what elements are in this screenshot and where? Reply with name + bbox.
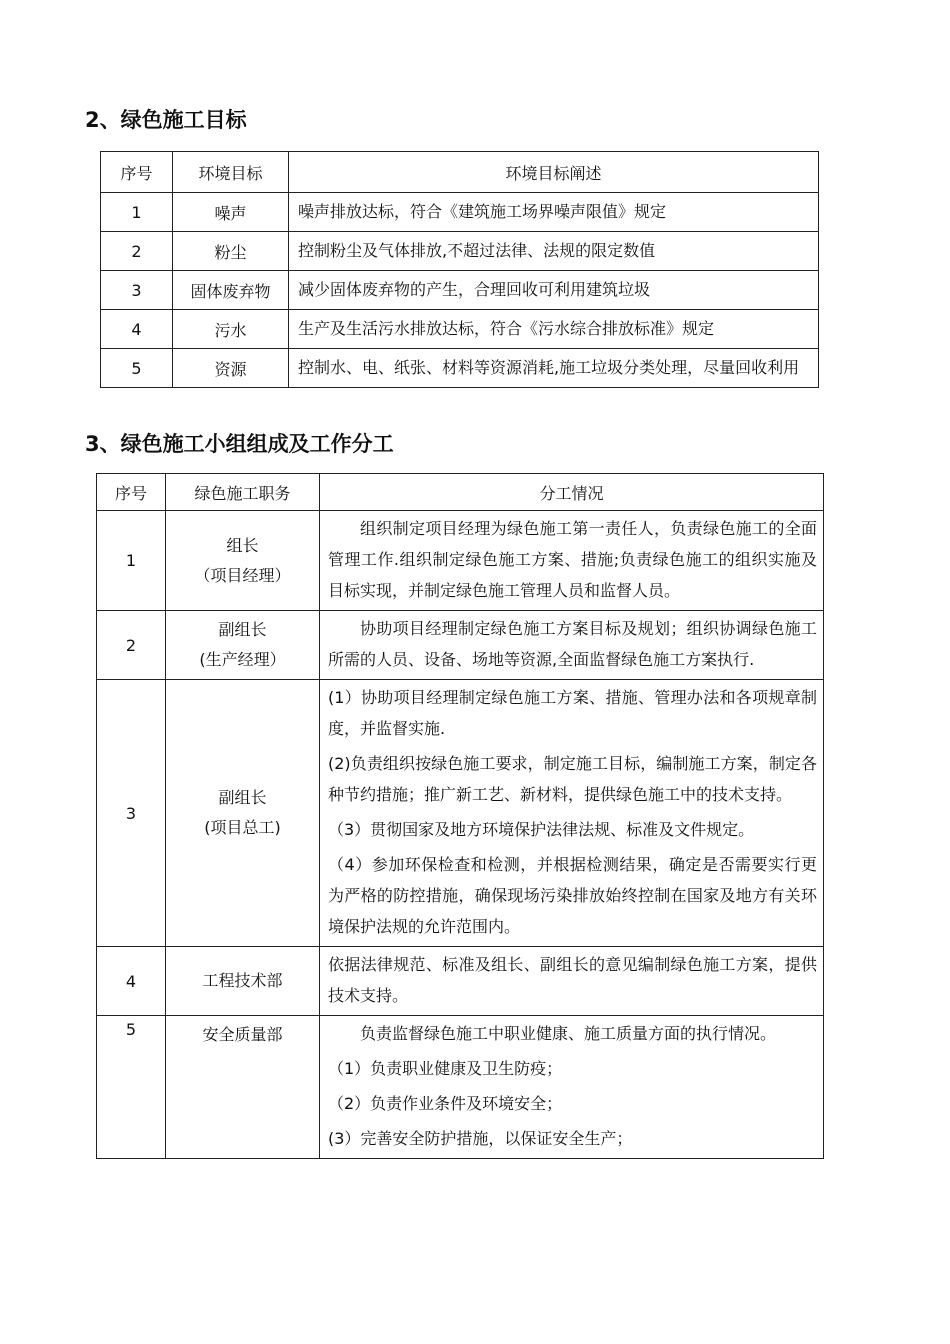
header-role: 绿色施工职务 [166,474,320,511]
role-title: 副组长 [218,788,267,807]
duty-paragraph: 组织制定项目经理为绿色施工第一责任人，负责绿色施工的全面管理工作.组织制定绿色施工方案、措施;负责绿色施工的组织实施及目标实现，并制定绿色施工管理人员和监督人员。 [328,519,817,600]
header-number: 序号 [101,152,173,193]
table-row [97,611,824,680]
table-row [97,511,824,611]
row-duties [320,1016,824,1159]
row-number: 5 [97,1016,166,1159]
duty-paragraph: （4）参加环保检查和检测，并根据检测结果，确定是否需要实行更为严格的防控措施，确保现场污染排放始终控制在国家及地方有关环境保护法规的允许范围内。 [328,855,817,936]
row-role [166,511,320,611]
row-number: 3 [97,680,166,947]
duty-paragraph: 协助项目经理制定绿色施工方案目标及规划；组织协调绿色施工所需的人员、设备、场地等资源,全面监督绿色施工方案执行. [328,619,817,669]
row-number: 1 [101,193,173,232]
row-duties [320,680,824,947]
table-row [97,1016,824,1159]
duty-paragraph: 负责监督绿色施工中职业健康、施工质量方面的执行情况。 [360,1024,777,1043]
duty-paragraph: （3）贯彻国家及地方环境保护法律法规、标准及文件规定。 [328,820,755,839]
table-row [101,193,819,232]
role-subtitle: （项目经理） [194,565,291,585]
table-row [101,349,819,388]
row-target: 粉尘 [173,232,289,271]
row-number: 5 [101,349,173,388]
table-header-row [101,152,819,193]
table-header-row [97,474,824,511]
row-number: 2 [97,611,166,680]
header-duties: 分工情况 [320,474,824,511]
row-description: 噪声排放达标，符合《建筑施工场界噪声限值》规定 [289,193,819,232]
section-2-heading: 2、绿色施工目标 [85,108,247,132]
row-role [166,947,320,1016]
row-target: 污水 [173,310,289,349]
row-number: 4 [101,310,173,349]
table-row [101,271,819,310]
row-number: 2 [101,232,173,271]
header-number: 序号 [97,474,166,511]
row-duties [320,511,824,611]
row-target: 固体废弃物 [173,271,289,310]
row-description: 减少固体废弃物的产生，合理回收可利用建筑垃圾 [289,271,819,310]
role-subtitle: (生产经理） [199,650,286,669]
row-description: 生产及生活污水排放达标，符合《污水综合排放标准》规定 [289,310,819,349]
row-description: 控制水、电、纸张、材料等资源消耗,施工垃圾分类处理，尽量回收利用 [289,349,819,388]
role-title: 副组长 [218,620,267,639]
row-role [166,680,320,947]
team-duties-table [96,473,824,1159]
row-role [166,1016,320,1159]
duty-paragraph: 依据法律规范、标准及组长、副组长的意见编制绿色施工方案，提供技术支持。 [328,955,817,1005]
row-target: 资源 [173,349,289,388]
row-duties [320,947,824,1016]
table-row [97,680,824,947]
row-target: 噪声 [173,193,289,232]
row-number: 1 [97,511,166,611]
table-row [101,310,819,349]
row-duties [320,611,824,680]
section-3-heading: 3、绿色施工小组组成及工作分工 [85,432,394,456]
role-title: 工程技术部 [202,971,283,990]
role-subtitle: (项目总工) [204,818,281,837]
row-description: 控制粉尘及气体排放,不超过法律、法规的限定数值 [289,232,819,271]
duty-paragraph: (2)负责组织按绿色施工要求，制定施工目标，编制施工方案，制定各种节约措施；推广新工艺、新材料，提供绿色施工中的技术支持。 [328,754,817,804]
row-number: 4 [97,947,166,1016]
table-row [97,947,824,1016]
environment-goals-table [100,151,819,388]
duty-paragraph: (1）协助项目经理制定绿色施工方案、措施、管理办法和各项规章制度，并监督实施. [328,688,817,738]
role-title: 安全质量部 [202,1025,283,1044]
header-description: 环境目标阐述 [289,152,819,193]
duty-paragraph: （2）负责作业条件及环境安全； [328,1094,563,1113]
duty-paragraph: （1）负责职业健康及卫生防疫； [328,1059,563,1078]
row-role [166,611,320,680]
row-number: 3 [101,271,173,310]
header-target: 环境目标 [173,152,289,193]
duty-paragraph: (3）完善安全防护措施，以保证安全生产； [328,1129,633,1148]
role-title: 组长 [226,535,259,555]
table-row [101,232,819,271]
